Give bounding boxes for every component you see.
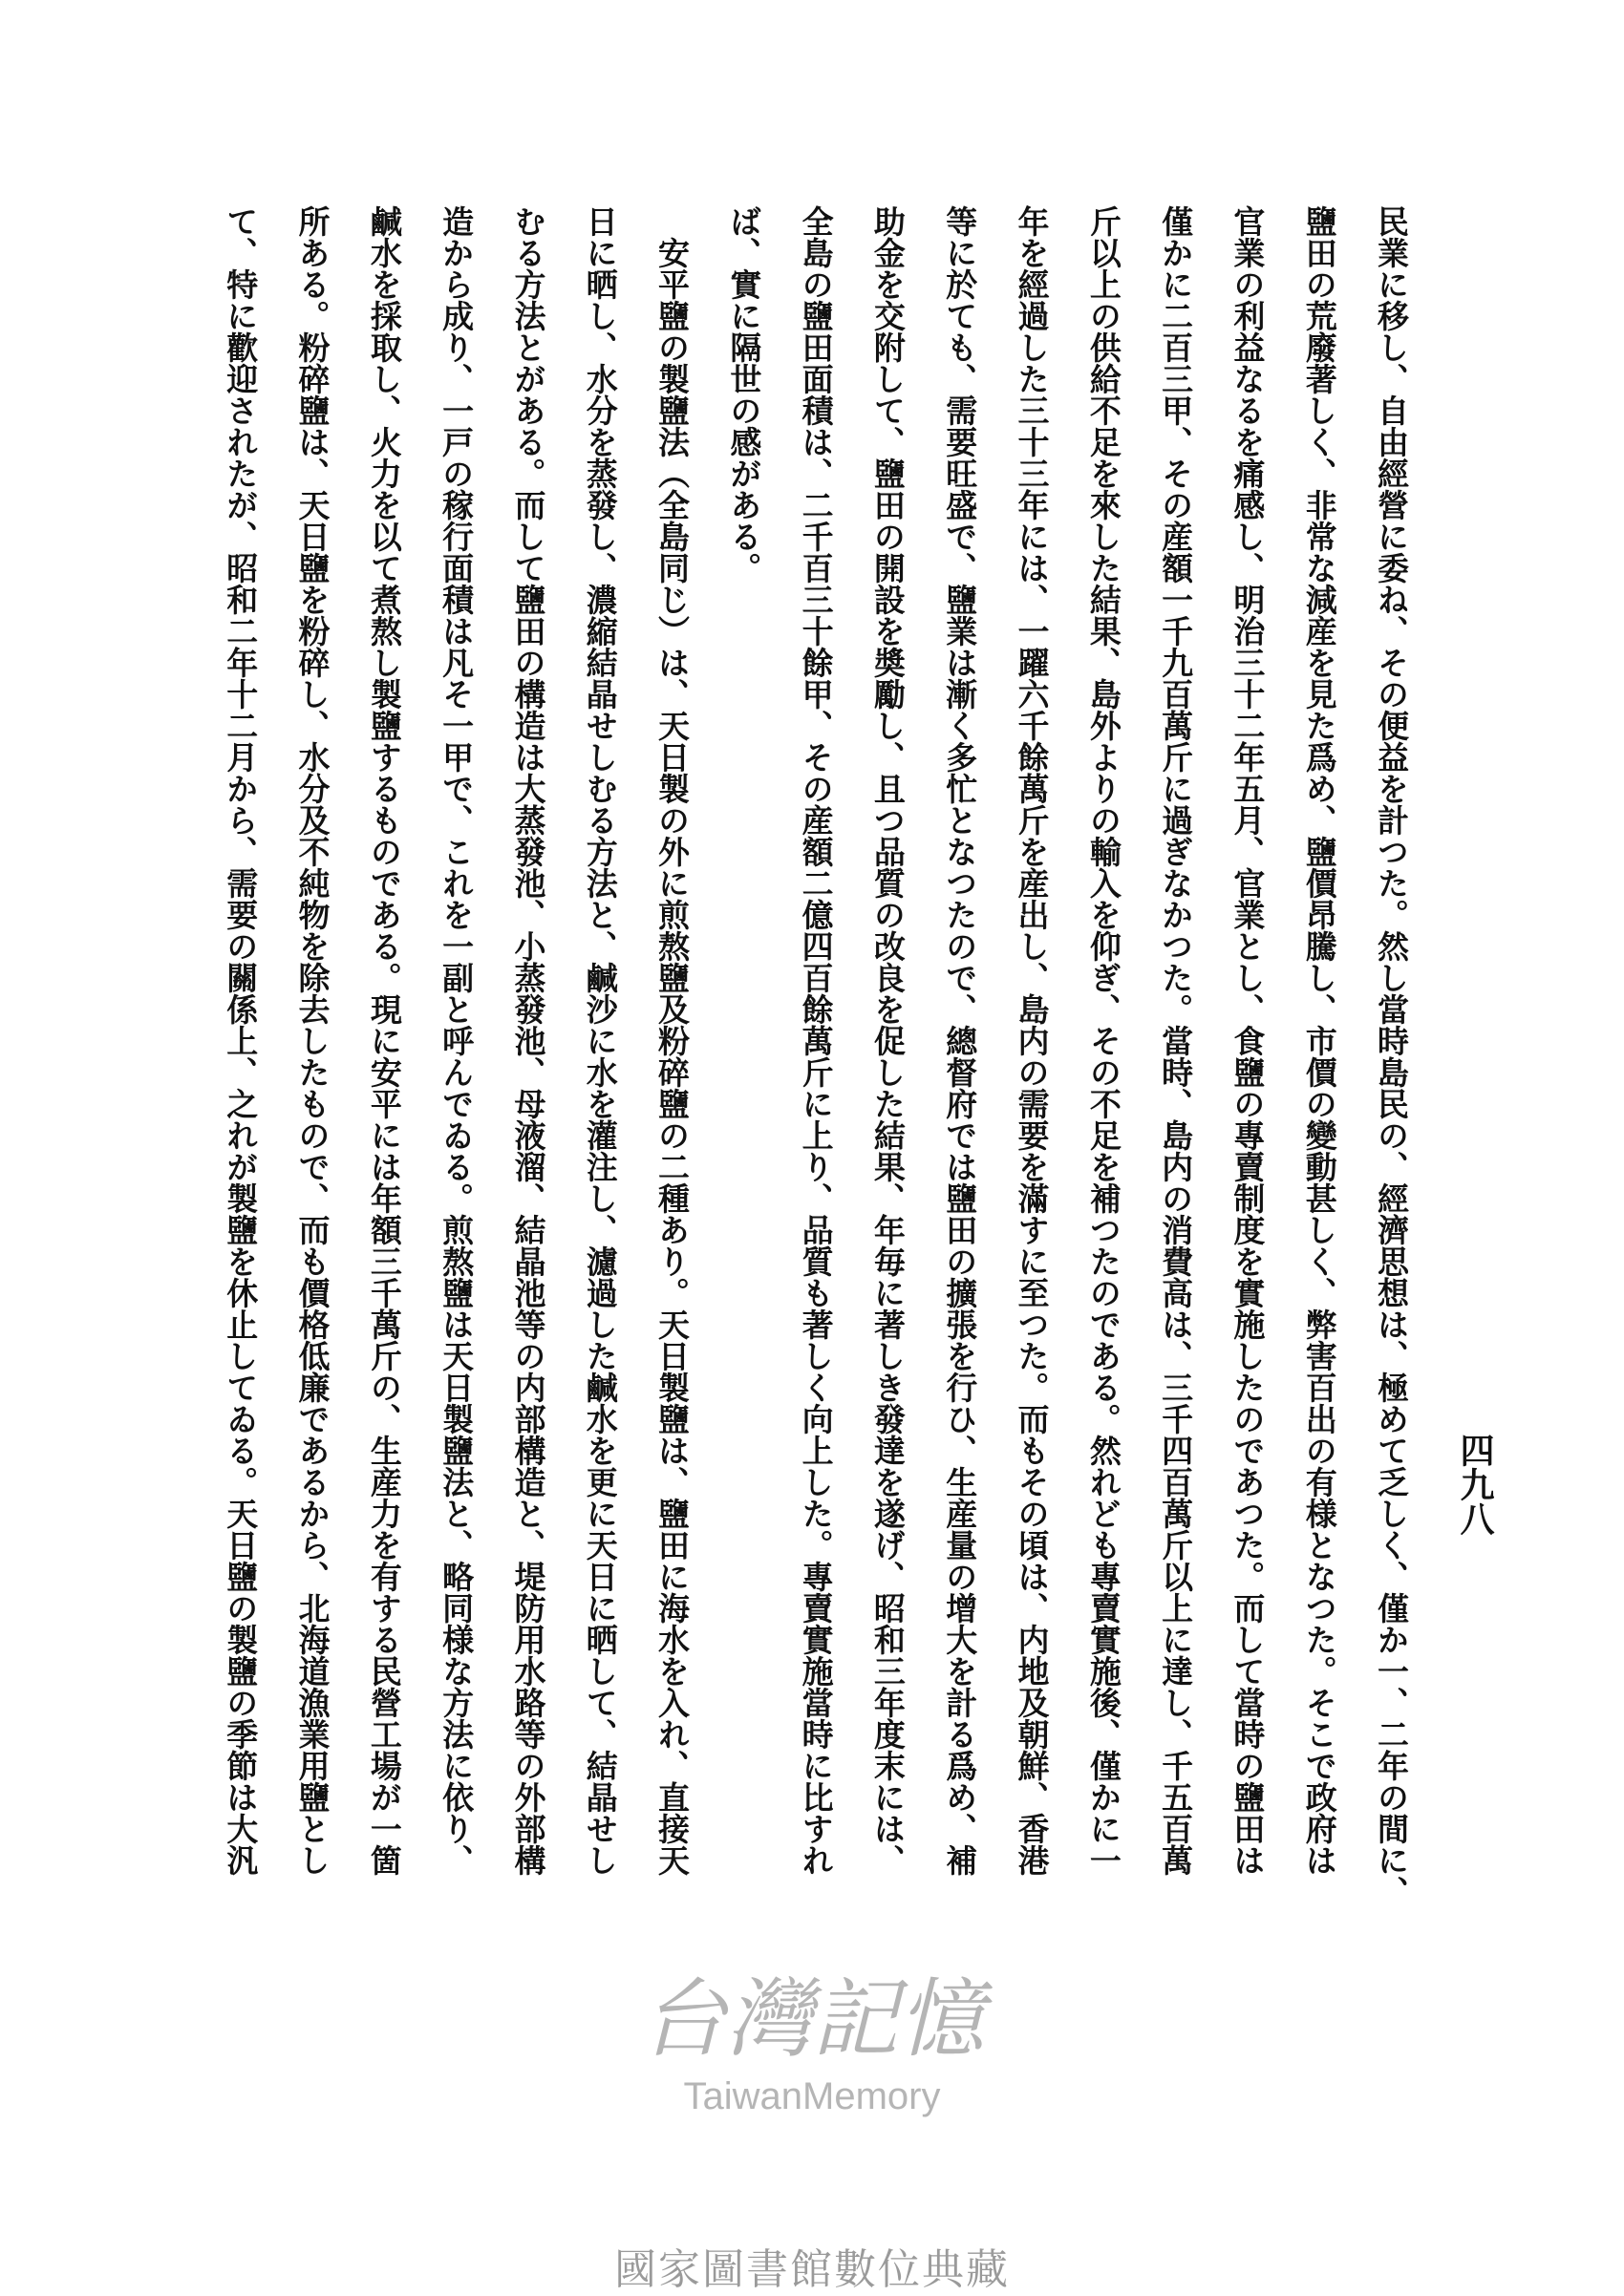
text-column: むる方法とがある。而して鹽田の構造は大蒸發池、小蒸發池、母液溜、結晶池等の内部構造と、堤防用水路等の外部構	[509, 205, 547, 1876]
watermark-english: TaiwanMemory	[683, 2075, 941, 2117]
page-number: 四九八	[1455, 1433, 1495, 1536]
watermark-chinese: 台灣記憶	[640, 1969, 984, 2070]
text-column-paragraph-start: 安平鹽の製鹽法（全島同じ）は、天日製の外に煎熬鹽及粉碎鹽の二種あり。天日製鹽は、鹽田に海水を入れ、直接天	[653, 237, 692, 1876]
text-column: 斤以上の供給不足を來した結果、島外よりの輸入を仰ぎ、その不足を補つたのである。然れども專賣實施後、僅かに一	[1084, 205, 1122, 1876]
text-column: ば、實に隔世の感がある。	[725, 205, 763, 584]
text-column: 年を經過した三十三年には、一躍六千餘萬斤を産出し、島内の需要を滿すに至つた。而もその頃は、内地及朝鮮、香港	[1013, 205, 1051, 1876]
text-column: 造から成り、一戸の稼行面積は凡そ一甲で、これを一副と呼んでゐる。煎熬鹽は天日製鹽法と、略同様な方法に依り、	[438, 205, 476, 1876]
text-column: 民業に移し、自由經營に委ね、その便益を計つた。然し當時島民の、經濟思想は、極めて乏しく、僅か一、二年の間に、	[1373, 205, 1410, 1907]
text-column: 鹹水を採取し、火力を以て煮熬し製鹽するものである。現に安平には年額三千萬斤の、生産力を有する民營工場が一箇	[365, 205, 403, 1876]
footer-archive-label: 國家圖書館數位典藏	[614, 2245, 1010, 2294]
text-column: 官業の利益なるを痛感し、明治三十二年五月、官業とし、食鹽の專賣制度を實施したのであつた。而して當時の鹽田は	[1229, 205, 1267, 1876]
text-column: 僅かに二百三甲、その産額一千九百萬斤に過ぎなかつた。當時、島内の消費高は、三千四百萬斤以上に達し、千五百萬	[1157, 205, 1195, 1876]
text-column: 等に於ても、需要旺盛で、鹽業は漸く多忙となつたので、總督府では鹽田の擴張を行ひ、生産量の增大を計る爲め、補	[941, 205, 979, 1876]
text-column: て、特に歡迎されたが、昭和二年十二月から、需要の關係上、之れが製鹽を休止してゐる。天日鹽の製鹽の季節は大汎	[222, 205, 260, 1876]
text-column: 日に晒し、水分を蒸發し、濃縮結晶せしむる方法と、鹹沙に水を灌注し、濾過した鹹水を更に天日に晒して、結晶せし	[581, 205, 619, 1876]
text-column: 全島の鹽田面積は、二千百三十餘甲、その産額二億四百餘萬斤に上り、品質も著しく向上した。專賣實施當時に比すれ	[797, 205, 835, 1876]
text-column: 所ある。粉碎鹽は、天日鹽を粉碎し、水分及不純物を除去したもので、而も價格低廉であるから、北海道漁業用鹽とし	[293, 205, 331, 1876]
body-text	[204, 205, 1427, 1924]
text-column: 鹽田の荒廢著しく、非常な減産を見た爲め、鹽價昂騰し、市價の變動甚しく、弊害百出の有様となつた。そこで政府は	[1300, 205, 1338, 1876]
watermark-logo	[592, 1967, 1032, 2120]
text-column: 助金を交附して、鹽田の開設を奬勵し、且つ品質の改良を促した結果、年毎に著しき發達を遂げ、昭和三年度末には、	[868, 205, 907, 1876]
